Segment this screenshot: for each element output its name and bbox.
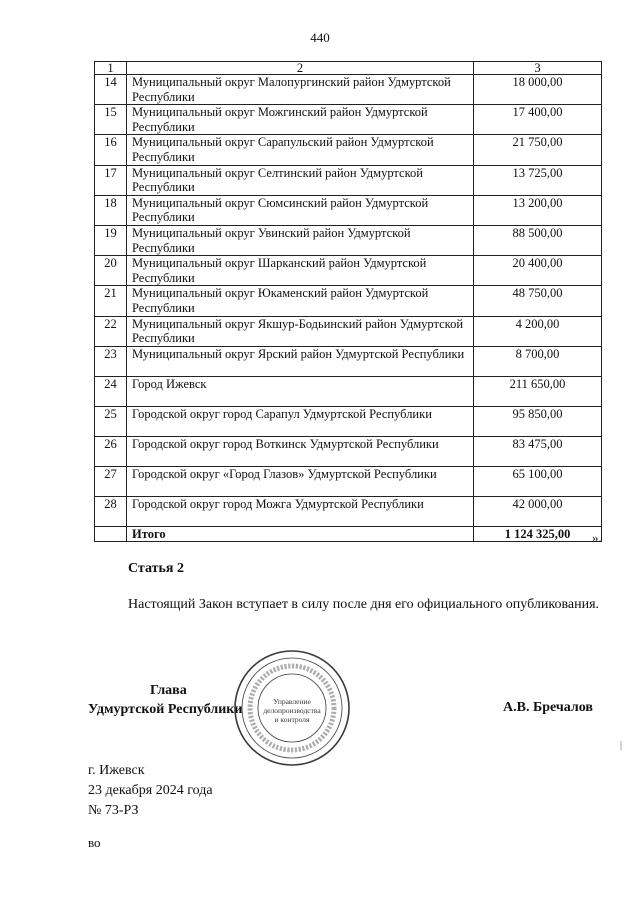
table-header-cell: 1 (95, 62, 127, 75)
closing-quote: ». (592, 530, 602, 545)
official-seal-stamp (232, 648, 352, 768)
municipality-name: Муниципальный округ Малопургинский район Удмуртской Республики (127, 75, 474, 105)
municipality-name: Муниципальный округ Юкаменский район Удмуртской Республики (127, 286, 474, 316)
municipality-name: Городской округ город Воткинск Удмуртской Республики (127, 436, 474, 466)
amount: 4 200,00 (474, 316, 602, 346)
table-row (95, 135, 602, 165)
table-row (95, 376, 602, 406)
row-number: 25 (95, 406, 127, 436)
row-number: 16 (95, 135, 127, 165)
amount: 13 725,00 (474, 165, 602, 195)
table-row (95, 436, 602, 466)
table-total-row (95, 526, 602, 542)
amount: 48 750,00 (474, 286, 602, 316)
row-number: 23 (95, 346, 127, 376)
amount: 20 400,00 (474, 256, 602, 286)
seal-text-line2: делопроизводства (263, 706, 321, 715)
municipality-name: Городской округ город Сарапул Удмуртской Республики (127, 406, 474, 436)
amount: 211 650,00 (474, 376, 602, 406)
signatory-position-line2: Удмуртской Республики (88, 702, 243, 717)
law-number: № 73-РЗ (88, 803, 139, 818)
row-number: 18 (95, 195, 127, 225)
table-row (95, 195, 602, 225)
city: г. Ижевск (88, 763, 145, 778)
date: 23 декабря 2024 года (88, 783, 213, 798)
row-number: 22 (95, 316, 127, 346)
table-row (95, 346, 602, 376)
article-text: Настоящий Закон вступает в силу после дня его официального опубликования. (128, 597, 600, 612)
municipality-name: Муниципальный округ Ярский район Удмуртской Республики (127, 346, 474, 376)
municipality-name: Городской округ «Город Глазов» Удмуртской Республики (127, 466, 474, 496)
budget-table (94, 61, 602, 542)
table-header-row (95, 62, 602, 75)
margin-mark: | (620, 740, 623, 751)
amount: 83 475,00 (474, 436, 602, 466)
row-number: 15 (95, 105, 127, 135)
amount: 88 500,00 (474, 225, 602, 255)
amount: 18 000,00 (474, 75, 602, 105)
article-title: Статья 2 (128, 561, 184, 576)
row-number: 21 (95, 286, 127, 316)
page-number: 440 (310, 30, 330, 45)
amount: 65 100,00 (474, 466, 602, 496)
table-row (95, 165, 602, 195)
amount: 8 700,00 (474, 346, 602, 376)
table-row (95, 105, 602, 135)
seal-text-line3: и контроля (274, 715, 310, 724)
table-row (95, 256, 602, 286)
signatory-position-line1: Глава (150, 683, 187, 698)
signatory-name: А.В. Бречалов (503, 700, 593, 715)
municipality-name: Городской округ город Можга Удмуртской Республики (127, 496, 474, 526)
place-date-block (88, 761, 213, 821)
table-row (95, 225, 602, 255)
table-row (95, 316, 602, 346)
table-row (95, 466, 602, 496)
row-number: 17 (95, 165, 127, 195)
table-row (95, 75, 602, 105)
municipality-name: Муниципальный округ Можгинский район Удмуртской Республики (127, 105, 474, 135)
table-header-cell: 3 (474, 62, 602, 75)
footer-code: во (88, 835, 101, 850)
municipality-name: Город Ижевск (127, 376, 474, 406)
seal-text-line1: Управление (273, 697, 311, 706)
row-number: 14 (95, 75, 127, 105)
total-number-cell (95, 526, 127, 542)
row-number: 26 (95, 436, 127, 466)
municipality-name: Муниципальный округ Увинский район Удмуртской Республики (127, 225, 474, 255)
municipality-name: Муниципальный округ Селтинский район Удмуртской Республики (127, 165, 474, 195)
total-label: Итого (127, 526, 474, 542)
row-number: 24 (95, 376, 127, 406)
municipality-name: Муниципальный округ Якшур-Бодьинский район Удмуртской Республики (127, 316, 474, 346)
table-header-cell: 2 (127, 62, 474, 75)
row-number: 19 (95, 225, 127, 255)
row-number: 20 (95, 256, 127, 286)
amount: 95 850,00 (474, 406, 602, 436)
row-number: 28 (95, 496, 127, 526)
municipality-name: Муниципальный округ Сарапульский район Удмуртской Республики (127, 135, 474, 165)
total-amount: 1 124 325,00 (474, 526, 602, 542)
amount: 21 750,00 (474, 135, 602, 165)
municipality-name: Муниципальный округ Сюмсинский район Удмуртской Республики (127, 195, 474, 225)
table-row (95, 406, 602, 436)
row-number: 27 (95, 466, 127, 496)
amount: 17 400,00 (474, 105, 602, 135)
amount: 13 200,00 (474, 195, 602, 225)
municipality-name: Муниципальный округ Шарканский район Удмуртской Республики (127, 256, 474, 286)
table-row (95, 286, 602, 316)
amount: 42 000,00 (474, 496, 602, 526)
table-row (95, 496, 602, 526)
